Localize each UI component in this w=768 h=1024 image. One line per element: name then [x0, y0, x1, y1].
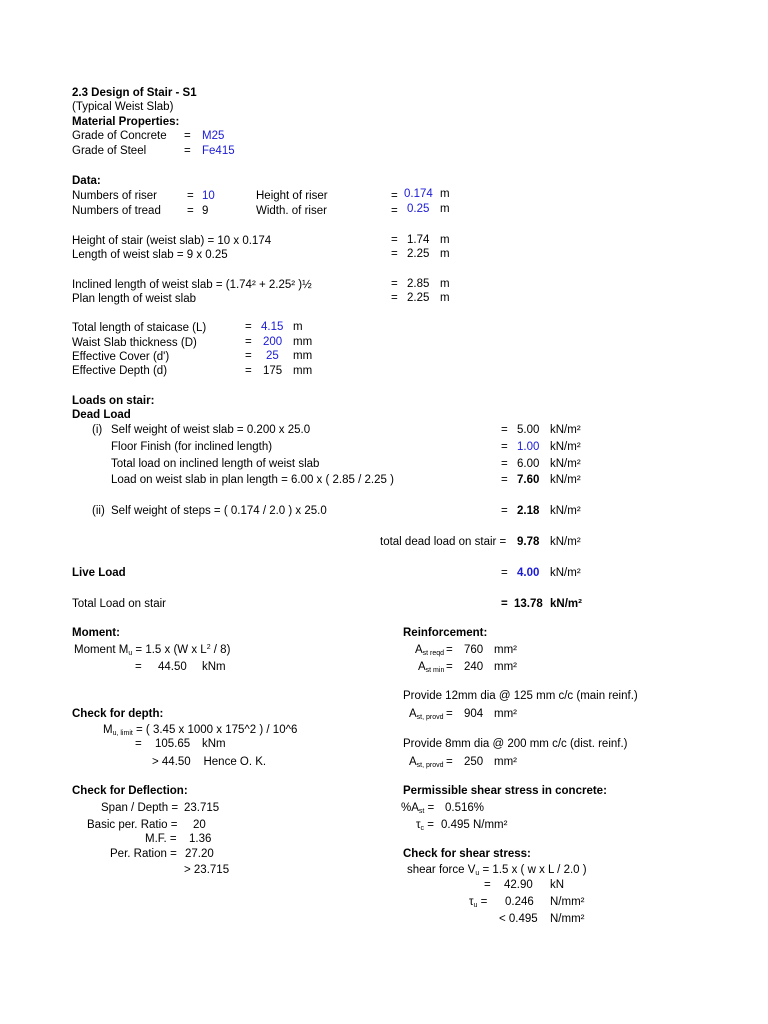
- steps-weight-value: 2.18: [517, 505, 540, 517]
- live-load-eq: =: [501, 567, 508, 579]
- floor-finish-eq: =: [501, 441, 508, 453]
- thickness-eq: =: [245, 336, 252, 348]
- length-slab-value: 2.25: [407, 248, 430, 260]
- total-load-unit: kN/m²: [550, 598, 582, 610]
- plan-load-value: 7.60: [517, 474, 540, 486]
- height-riser-value: 0.174: [404, 188, 433, 200]
- loads-heading: Loads on stair:: [72, 395, 155, 407]
- length-slab-label: Length of weist slab = 9 x 0.25: [72, 249, 228, 261]
- dist-ast-provd-eq: =: [446, 756, 453, 768]
- length-slab-eq: =: [391, 248, 398, 260]
- grade-concrete-value: M25: [202, 130, 225, 142]
- plan-load-eq: =: [501, 474, 508, 486]
- length-slab-unit: m: [440, 248, 450, 260]
- section-subtitle: (Typical Weist Slab): [72, 101, 174, 113]
- dist-ast-provd-unit: mm²: [494, 756, 517, 768]
- height-stair-eq: =: [391, 234, 398, 246]
- height-stair-value: 1.74: [407, 234, 430, 246]
- reinforcement-heading: Reinforcement:: [403, 627, 488, 639]
- total-inclined-value: 6.00: [517, 458, 540, 470]
- per-ratio-label: Per. Ration =: [110, 848, 177, 860]
- mf-label: M.F. =: [145, 833, 177, 845]
- ast-min-value: 240: [464, 661, 484, 673]
- basic-ratio-value: 20: [193, 819, 206, 831]
- total-inclined-label: Total load on inclined length of weist slab: [111, 458, 320, 470]
- material-heading: Material Properties:: [72, 116, 180, 128]
- dist-ast-provd-value: 250: [464, 756, 484, 768]
- shear-force-formula: shear force $V_u = 1.5$ x ( w x L / 2.0 ): [407, 864, 587, 877]
- dist-ast-provd-label: $A_{st, provd}$: [409, 756, 444, 769]
- live-load-value: 4.00: [517, 567, 540, 579]
- pct-ast-value: 0.516%: [445, 802, 485, 814]
- total-length-eq: =: [245, 321, 252, 333]
- inclined-unit: m: [440, 278, 450, 290]
- tau-c-value: 0.495 N/mm²: [441, 819, 508, 831]
- dead-load-heading: Dead Load: [72, 409, 131, 421]
- mu-limit-unit: kNm: [202, 738, 226, 750]
- tau-u-compare: < 0.495: [499, 913, 538, 925]
- self-weight-label: Self weight of weist slab = 0.200 x 25.0: [111, 424, 311, 436]
- risers-value: 10: [202, 190, 215, 202]
- shear-check-heading: Check for shear stress:: [403, 848, 531, 860]
- risers-eq: =: [187, 190, 194, 202]
- tau-u-compare-unit: N/mm²: [550, 913, 585, 925]
- steps-weight-eq: =: [501, 505, 508, 517]
- height-riser-eq: =: [391, 190, 398, 202]
- cover-unit: mm: [293, 350, 313, 362]
- plan-length-label: Plan length of weist slab: [72, 293, 197, 305]
- width-riser-label: Width. of riser: [256, 205, 327, 217]
- total-dead-value: 9.78: [517, 536, 540, 548]
- width-riser-value: 0.25: [407, 203, 430, 215]
- tau-u-label: $\tau_u$ =: [469, 896, 488, 909]
- ast-reqd-eq: =: [446, 644, 453, 656]
- ast-min-unit: mm²: [494, 661, 517, 673]
- live-load-label: Live Load: [72, 567, 126, 579]
- total-load-eq: =: [501, 598, 508, 610]
- inclined-value: 2.85: [407, 278, 430, 290]
- steps-weight-unit: kN/m²: [550, 505, 581, 517]
- moment-value: 44.50: [158, 661, 187, 673]
- main-reinf-text: Provide 12mm dia @ 125 mm c/c (main reinf.): [403, 690, 638, 702]
- dist-reinf-text: Provide 8mm dia @ 200 mm c/c (dist. reinf.): [403, 738, 628, 750]
- pct-ast-label: $\%A_{st}$ =: [401, 802, 435, 815]
- total-length-unit: m: [293, 321, 303, 333]
- inclined-eq: =: [391, 278, 398, 290]
- grade-concrete-label: Grade of Concrete: [72, 130, 167, 142]
- cover-eq: =: [245, 350, 252, 362]
- height-riser-label: Height of riser: [256, 190, 328, 202]
- cover-value: 25: [266, 350, 279, 362]
- tau-u-unit: N/mm²: [550, 896, 585, 908]
- moment-eq: =: [135, 661, 142, 673]
- span-depth-value: 23.715: [184, 802, 220, 814]
- total-inclined-unit: kN/m²: [550, 458, 581, 470]
- ast-reqd-value: 760: [464, 644, 484, 656]
- floor-finish-unit: kN/m²: [550, 441, 581, 453]
- depth-check-heading: Check for depth:: [72, 708, 164, 720]
- tau-u-value: 0.246: [505, 896, 534, 908]
- depth-value: 175: [263, 365, 283, 377]
- grade-concrete-eq: =: [184, 130, 191, 142]
- plan-length-unit: m: [440, 292, 450, 304]
- treads-value: 9: [202, 205, 209, 217]
- width-riser-unit: m: [440, 203, 450, 215]
- item-i-marker: (i): [92, 424, 103, 436]
- grade-steel-label: Grade of Steel: [72, 145, 147, 157]
- total-length-label: Total length of staicase (L): [72, 322, 207, 334]
- floor-finish-value: 1.00: [517, 441, 540, 453]
- section-title: 2.3 Design of Stair - S1: [72, 87, 197, 99]
- self-weight-eq: =: [501, 424, 508, 436]
- self-weight-unit: kN/m²: [550, 424, 581, 436]
- ast-min-label: $A_{st min}$: [418, 661, 445, 674]
- mu-limit-eq: =: [135, 738, 142, 750]
- mu-limit-formula: $M_{u, limit}$ = ( 3.45 x 1000 x 175^2 ) / 10^6: [103, 724, 298, 737]
- shear-force-unit: kN: [550, 879, 565, 891]
- height-stair-label: Height of stair (weist slab) = 10 x 0.174: [72, 235, 272, 247]
- span-depth-label: Span / Depth =: [101, 802, 179, 814]
- treads-eq: =: [187, 205, 194, 217]
- total-dead-label: total dead load on stair =: [380, 536, 507, 548]
- grade-steel-eq: =: [184, 145, 191, 157]
- ast-reqd-unit: mm²: [494, 644, 517, 656]
- ast-min-eq: =: [446, 661, 453, 673]
- thickness-unit: mm: [293, 336, 313, 348]
- data-heading: Data:: [72, 175, 101, 187]
- ast-reqd-label: $A_{st reqd}$: [415, 644, 445, 657]
- height-stair-unit: m: [440, 234, 450, 246]
- steps-weight-label: Self weight of steps = ( 0.174 / 2.0 ) x 25.0: [111, 505, 327, 517]
- plan-length-eq: =: [391, 292, 398, 304]
- width-riser-eq: =: [391, 205, 398, 217]
- main-ast-provd-eq: =: [446, 708, 453, 720]
- per-ratio-value: 27.20: [185, 848, 214, 860]
- shear-force-eq: =: [484, 879, 491, 891]
- total-load-value: 13.78: [514, 598, 543, 610]
- shear-force-value: 42.90: [504, 879, 533, 891]
- depth-label: Effective Depth (d): [72, 365, 168, 377]
- item-ii-marker: (ii): [92, 505, 105, 517]
- mf-value: 1.36: [189, 833, 212, 845]
- total-dead-unit: kN/m²: [550, 536, 581, 548]
- main-ast-provd-unit: mm²: [494, 708, 517, 720]
- plan-length-value: 2.25: [407, 292, 430, 304]
- plan-load-unit: kN/m²: [550, 474, 581, 486]
- live-load-unit: kN/m²: [550, 567, 581, 579]
- deflection-compare: > 23.715: [184, 864, 230, 876]
- main-ast-provd-label: $A_{st, provd}$: [409, 708, 444, 721]
- thickness-label: Waist Slab thickness (D): [72, 337, 197, 349]
- moment-heading: Moment:: [72, 627, 120, 639]
- moment-unit: kNm: [202, 661, 226, 673]
- total-inclined-eq: =: [501, 458, 508, 470]
- basic-ratio-label: Basic per. Ratio =: [87, 819, 178, 831]
- cover-label: Effective Cover (d'): [72, 351, 170, 363]
- floor-finish-label: Floor Finish (for inclined length): [111, 441, 273, 453]
- self-weight-value: 5.00: [517, 424, 540, 436]
- deflection-heading: Check for Deflection:: [72, 785, 188, 797]
- plan-load-label: Load on weist slab in plan length = 6.00 x ( 2.85 / 2.25 ): [111, 474, 394, 486]
- total-load-label: Total Load on stair: [72, 598, 166, 610]
- treads-label: Numbers of tread: [72, 205, 161, 217]
- thickness-value: 200: [263, 336, 283, 348]
- shear-permissible-heading: Permissible shear stress in concrete:: [403, 785, 607, 797]
- moment-formula: Moment $M_u = 1.5$ x (W x $L^2 / 8$): [74, 644, 231, 657]
- depth-unit: mm: [293, 365, 313, 377]
- height-riser-unit: m: [440, 188, 450, 200]
- depth-eq: =: [245, 365, 252, 377]
- grade-steel-value: Fe415: [202, 145, 235, 157]
- inclined-label: Inclined length of weist slab = (1.74² + 2.25² )½: [72, 279, 312, 291]
- total-length-value: 4.15: [261, 321, 284, 333]
- tau-c-label: $\tau_c$ =: [416, 819, 434, 832]
- risers-label: Numbers of riser: [72, 190, 157, 202]
- depth-check-result: > 44.50 Hence O. K.: [152, 756, 267, 768]
- main-ast-provd-value: 904: [464, 708, 484, 720]
- mu-limit-value: 105.65: [155, 738, 191, 750]
